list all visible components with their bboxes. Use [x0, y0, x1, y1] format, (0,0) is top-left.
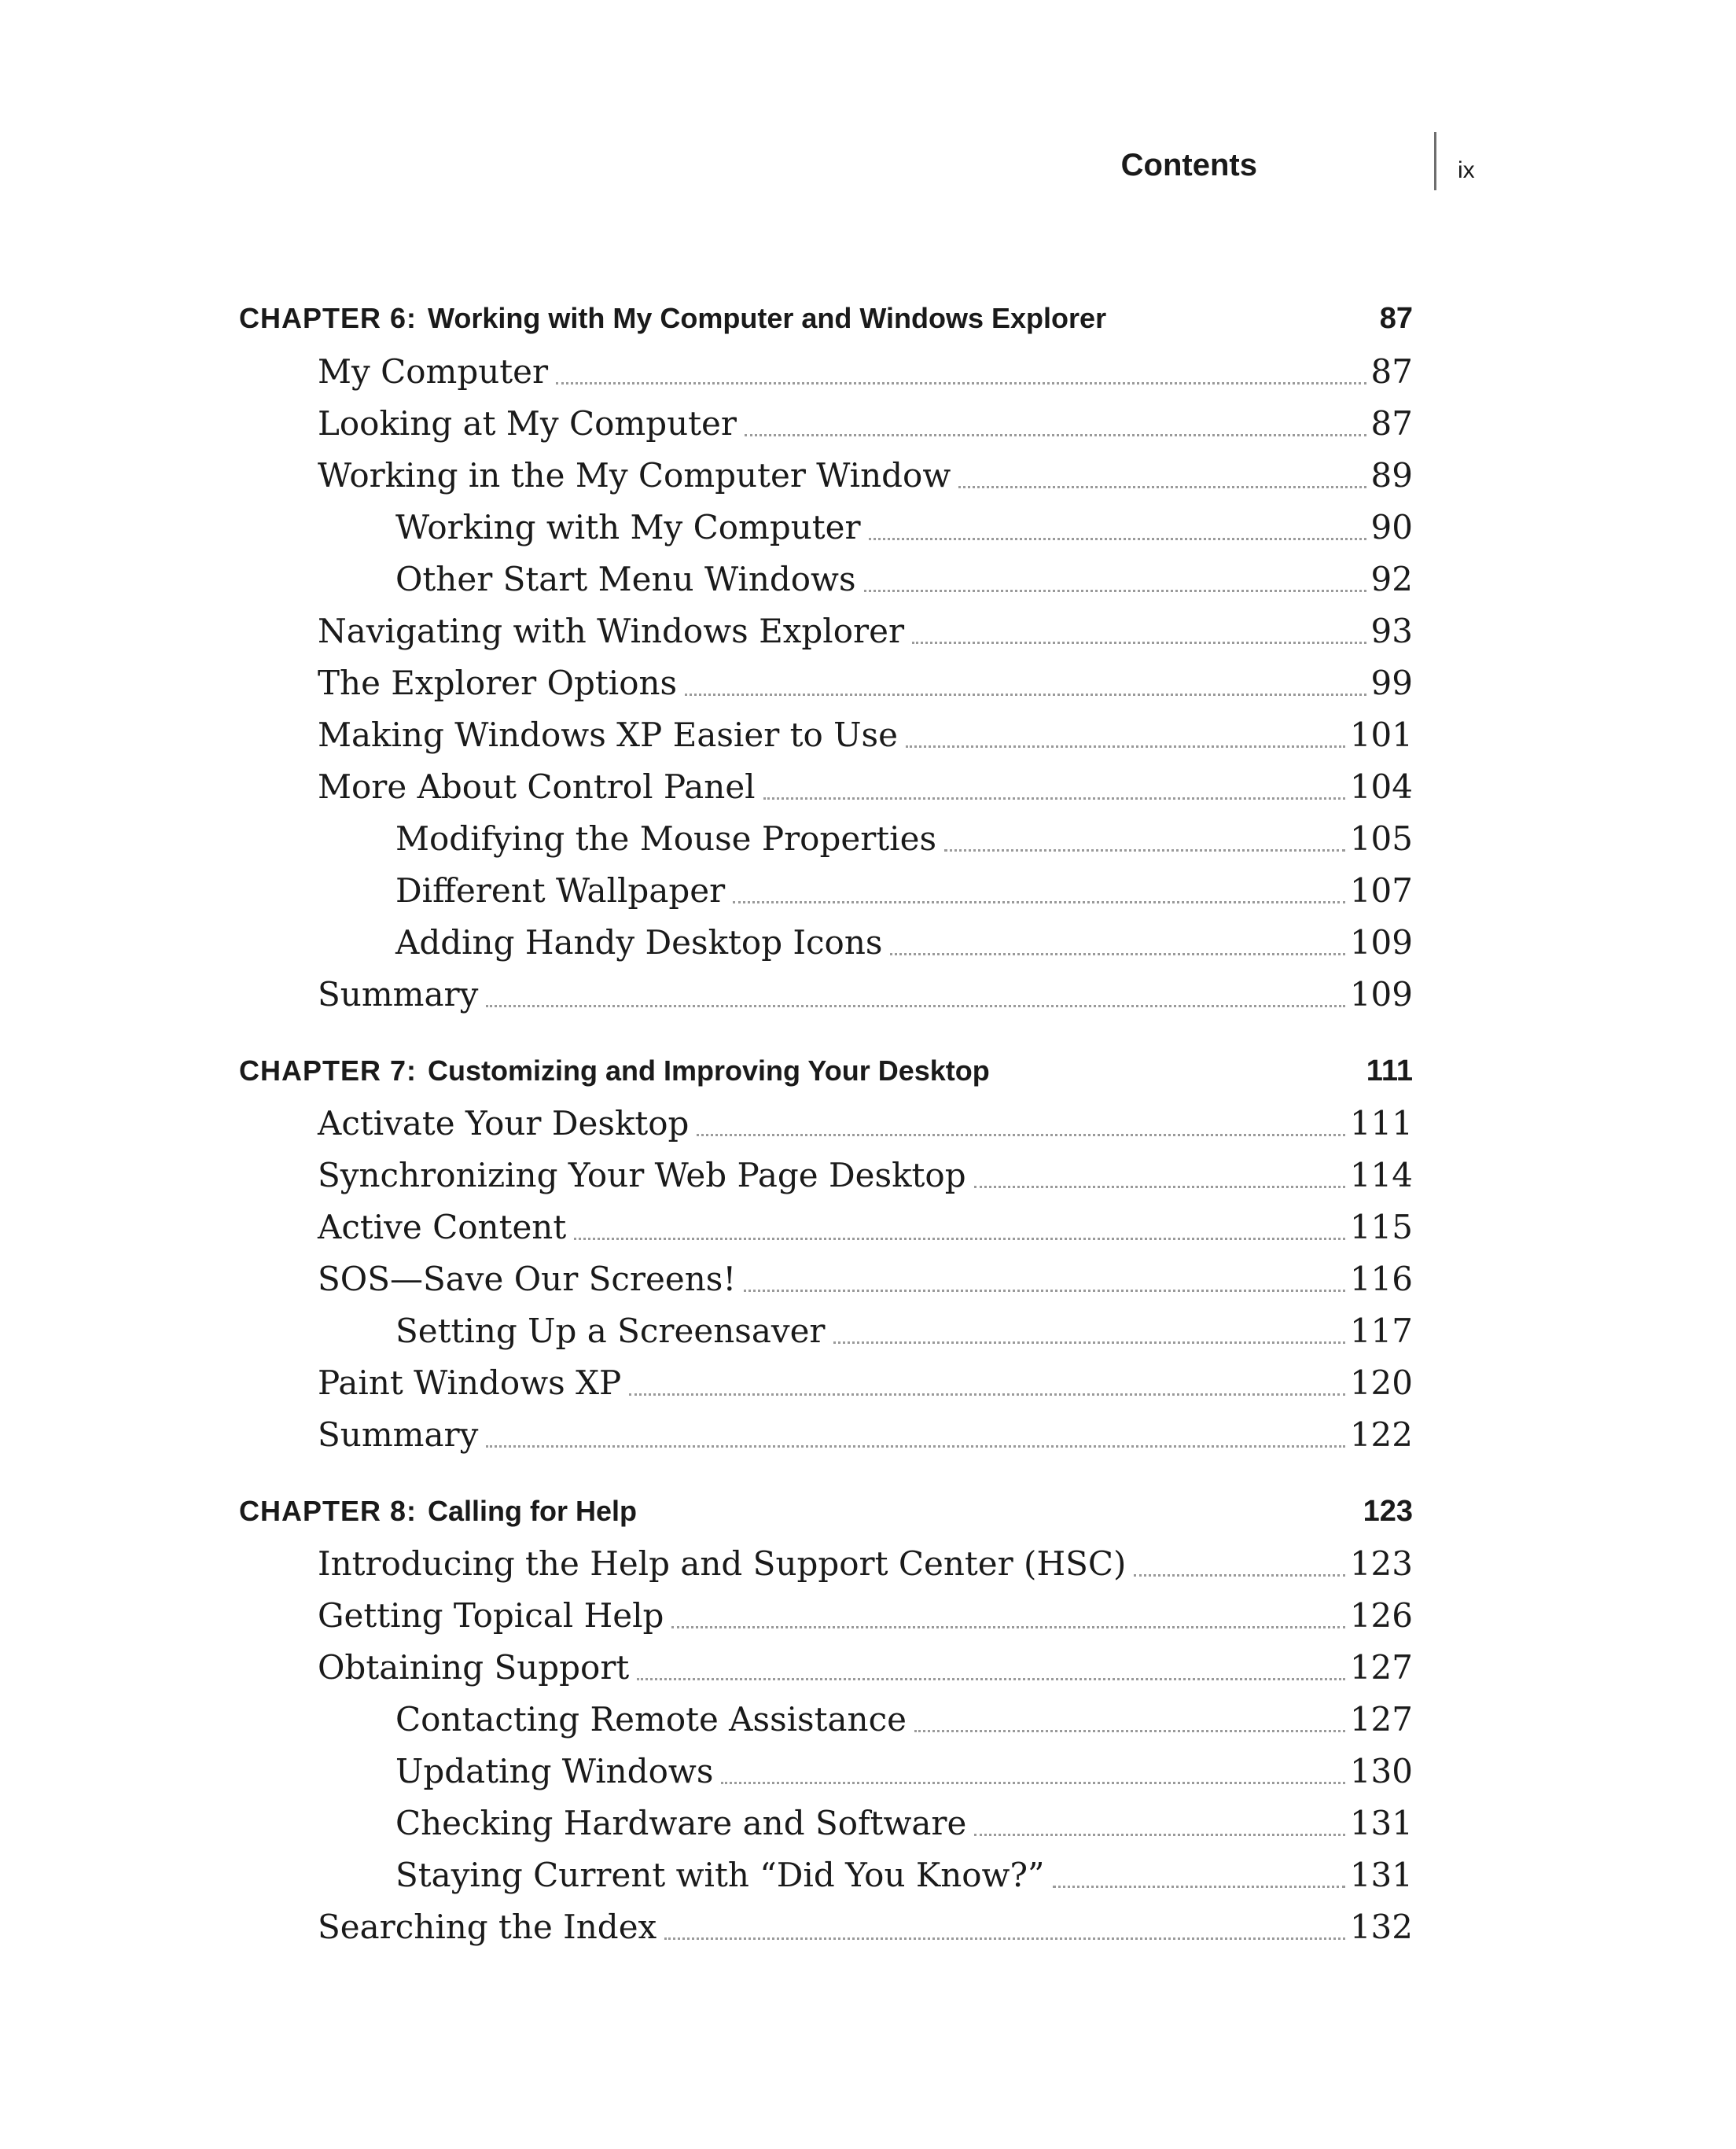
dot-leader — [763, 797, 1345, 800]
toc-entry[interactable] — [395, 1308, 1413, 1355]
toc-entry[interactable] — [395, 1852, 1413, 1899]
toc-entry-title: More About Control Panel — [318, 767, 756, 806]
toc-entry[interactable] — [318, 1152, 1413, 1199]
toc-entry-title: Synchronizing Your Web Page Desktop — [318, 1156, 966, 1194]
toc-entry-page: 90 — [1370, 508, 1413, 546]
toc-entry-title: Other Start Menu Windows — [395, 560, 856, 598]
toc-entry-page: 127 — [1349, 1648, 1413, 1687]
toc-entry-page: 92 — [1370, 560, 1413, 598]
toc-entry-page: 109 — [1349, 923, 1413, 962]
toc-entry-title: Getting Topical Help — [318, 1596, 664, 1635]
dot-leader — [745, 434, 1366, 436]
dot-leader — [574, 1238, 1345, 1240]
toc-entry-title: Staying Current with “Did You Know?” — [395, 1856, 1045, 1894]
toc-entry-page: 93 — [1370, 612, 1413, 650]
toc-entry-page: 105 — [1349, 819, 1413, 858]
dot-leader — [1134, 1574, 1344, 1577]
toc-entry[interactable] — [318, 1204, 1413, 1251]
toc-entry-page: 116 — [1349, 1260, 1413, 1298]
dot-leader — [671, 1626, 1344, 1628]
chapter-title: Customizing and Improving Your Desktop — [428, 1054, 990, 1087]
toc-entry-title: Active Content — [318, 1208, 567, 1246]
chapter-title: Working with My Computer and Windows Explorer — [428, 302, 1107, 334]
toc-entry-page: 104 — [1349, 767, 1413, 806]
dot-leader — [664, 1937, 1345, 1940]
chapter-page: 111 — [1366, 1054, 1413, 1087]
toc-entry-title: Making Windows XP Easier to Use — [318, 716, 898, 754]
chapter-label: CHAPTER 8: — [239, 1495, 417, 1527]
dot-leader — [958, 486, 1366, 488]
dot-leader — [733, 901, 1345, 903]
toc-entry-title: Adding Handy Desktop Icons — [395, 923, 883, 962]
toc-entry[interactable] — [395, 504, 1413, 551]
toc-entry-page: 87 — [1370, 352, 1413, 391]
toc-entry-title: Working in the My Computer Window — [318, 456, 951, 495]
toc-entry-title: Contacting Remote Assistance — [395, 1700, 907, 1739]
toc-entry[interactable] — [318, 1100, 1413, 1147]
dot-leader — [833, 1341, 1345, 1344]
toc-entry-title: Looking at My Computer — [318, 404, 737, 443]
dot-leader — [486, 1005, 1345, 1007]
toc-entry-title: My Computer — [318, 352, 549, 391]
toc-entry[interactable] — [318, 1592, 1413, 1639]
dot-leader — [556, 382, 1366, 385]
dot-leader — [697, 1134, 1344, 1136]
toc-entry[interactable] — [318, 971, 1413, 1018]
toc-entry-page: 99 — [1370, 664, 1413, 702]
toc-entry-title: Modifying the Mouse Properties — [395, 819, 936, 858]
toc-entry-title: Activate Your Desktop — [318, 1104, 690, 1143]
toc-entry-title: Setting Up a Screensaver — [395, 1312, 826, 1350]
toc-entry-page: 127 — [1349, 1700, 1413, 1739]
toc-entry-page: 123 — [1349, 1544, 1413, 1583]
toc-entry-title: Summary — [318, 975, 479, 1014]
toc-entry[interactable] — [395, 556, 1413, 603]
chapter-label: CHAPTER 7: — [239, 1054, 417, 1087]
chapter-page: 87 — [1379, 302, 1413, 335]
toc-entry-title: Summary — [318, 1415, 479, 1454]
toc-entry-page: 114 — [1349, 1156, 1413, 1194]
chapter-label: CHAPTER 6: — [239, 302, 417, 334]
dot-leader — [637, 1678, 1345, 1680]
dot-leader — [721, 1782, 1344, 1784]
toc-entry-page: 87 — [1370, 404, 1413, 443]
toc-entry-page: 101 — [1349, 716, 1413, 754]
toc-entry[interactable] — [318, 452, 1413, 499]
toc-entry-page: 115 — [1349, 1208, 1413, 1246]
dot-leader — [629, 1393, 1345, 1396]
dot-leader — [914, 1730, 1345, 1732]
toc-entry[interactable] — [318, 1411, 1413, 1459]
chapter-8-heading[interactable] — [239, 1488, 1413, 1536]
dot-leader — [944, 849, 1345, 852]
toc-entry[interactable] — [318, 1256, 1413, 1303]
dot-leader — [912, 642, 1366, 644]
dot-leader — [744, 1290, 1345, 1292]
toc-entry[interactable] — [318, 1904, 1413, 1951]
toc-entry-title: The Explorer Options — [318, 664, 678, 702]
toc-entry-page: 126 — [1349, 1596, 1413, 1635]
toc-entry[interactable] — [318, 608, 1413, 655]
chapter-7-heading[interactable] — [239, 1048, 1413, 1095]
toc-entry-page: 130 — [1349, 1752, 1413, 1790]
dot-leader — [974, 1834, 1344, 1836]
toc-entry-page: 89 — [1370, 456, 1413, 495]
toc-entry-title: SOS—Save Our Screens! — [318, 1260, 737, 1298]
toc-entry-page: 131 — [1349, 1804, 1413, 1842]
toc-entry-page: 111 — [1349, 1104, 1413, 1143]
dot-leader — [486, 1445, 1345, 1448]
toc-entry-page: 131 — [1349, 1856, 1413, 1894]
dot-leader — [685, 694, 1366, 696]
chapter-title: Calling for Help — [428, 1495, 638, 1527]
running-head-section: Contents — [1120, 148, 1257, 182]
toc-entry[interactable] — [395, 1696, 1413, 1743]
toc-entry[interactable] — [318, 764, 1413, 811]
toc-entry[interactable] — [318, 1540, 1413, 1588]
toc-entry-title: Working with My Computer — [395, 508, 861, 546]
toc-entry-title: Updating Windows — [395, 1752, 714, 1790]
dot-leader — [974, 1186, 1345, 1188]
toc-entry[interactable] — [395, 1748, 1413, 1795]
dot-leader — [1053, 1886, 1345, 1888]
toc-entry-title: Different Wallpaper — [395, 871, 726, 910]
toc-entry-page: 122 — [1349, 1415, 1413, 1454]
toc-entry-title: Introducing the Help and Support Center (HSC) — [318, 1544, 1127, 1583]
chapter-6-heading[interactable] — [239, 296, 1413, 343]
toc-entry[interactable] — [395, 919, 1413, 966]
toc-entry-title: Navigating with Windows Explorer — [318, 612, 905, 650]
toc-entry-title: Obtaining Support — [318, 1648, 630, 1687]
toc-entry[interactable] — [318, 1644, 1413, 1691]
page-number: ix — [1458, 157, 1475, 183]
dot-leader — [869, 538, 1366, 540]
toc-entry[interactable] — [318, 348, 1413, 396]
toc-entry-page: 109 — [1349, 975, 1413, 1014]
toc-entry[interactable] — [395, 815, 1413, 863]
toc-entry[interactable] — [318, 712, 1413, 759]
toc-entry[interactable] — [395, 1800, 1413, 1847]
toc-entry-page: 132 — [1349, 1908, 1413, 1946]
toc-entry-page: 107 — [1349, 871, 1413, 910]
dot-leader — [864, 590, 1366, 592]
toc-entry-title: Paint Windows XP — [318, 1363, 622, 1402]
toc-entry-title: Checking Hardware and Software — [395, 1804, 967, 1842]
toc-entry[interactable] — [318, 660, 1413, 707]
chapter-page: 123 — [1363, 1495, 1413, 1528]
dot-leader — [906, 745, 1345, 748]
dot-leader — [890, 953, 1344, 955]
toc-entry-page: 120 — [1349, 1363, 1413, 1402]
toc-entry[interactable] — [318, 400, 1413, 447]
toc-entry[interactable] — [395, 867, 1413, 914]
toc-entry-title: Searching the Index — [318, 1908, 657, 1946]
toc-entry[interactable] — [318, 1360, 1413, 1407]
toc-entry-page: 117 — [1349, 1312, 1413, 1350]
